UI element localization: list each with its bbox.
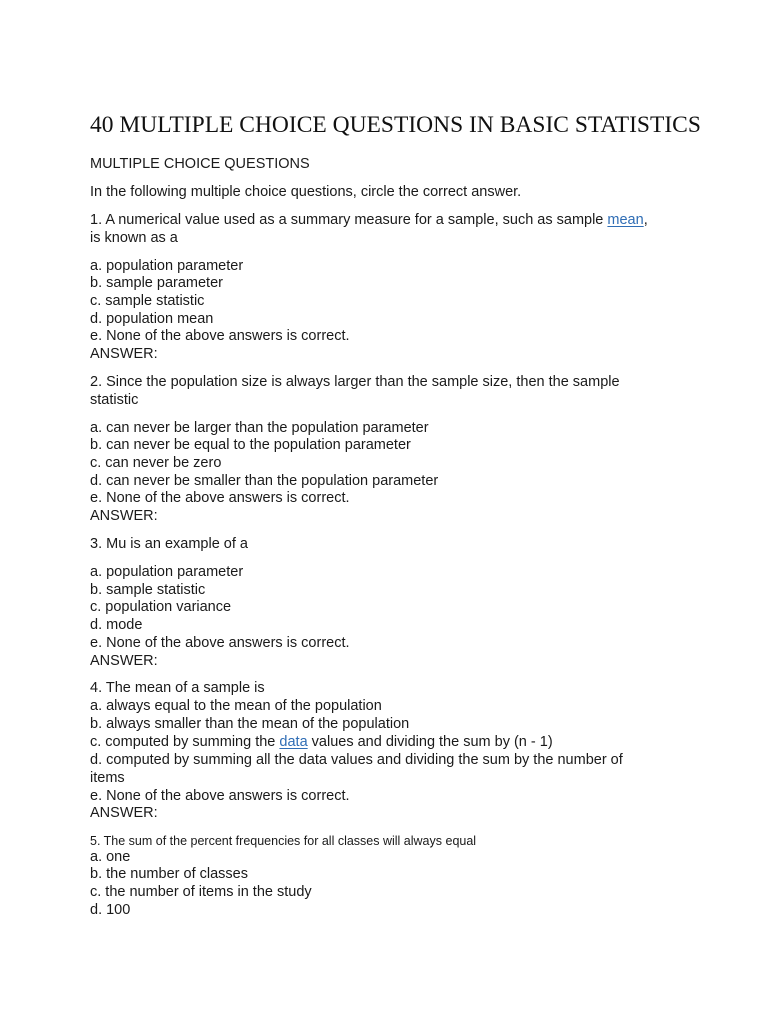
question-4-option-c (90, 734, 553, 752)
question-2-option-d: d. can never be smaller than the population parameter (90, 473, 439, 489)
mean-link[interactable]: mean (607, 212, 644, 228)
question-3-option-b: b. sample statistic (90, 582, 206, 598)
question-5-option-d: d. 100 (90, 902, 131, 918)
question-1-option-b: b. sample parameter (90, 275, 223, 291)
question-2-option-a: a. can never be larger than the population parameter (90, 420, 429, 436)
question-1-option-d: d. population mean (90, 311, 214, 327)
question-4-option-b: b. always smaller than the mean of the population (90, 716, 410, 732)
data-link[interactable]: data (279, 734, 308, 750)
question-3-option-e: e. None of the above answers is correct. (90, 635, 350, 651)
question-1-comma: , (643, 212, 648, 228)
question-1-option-e: e. None of the above answers is correct. (90, 328, 350, 344)
question-1-stem-line2: is known as a (90, 230, 178, 246)
question-3-answer: ANSWER: (90, 653, 158, 669)
question-1-answer: ANSWER: (90, 346, 158, 362)
question-1-option-a: a. population parameter (90, 258, 244, 274)
question-3-option-d: d. mode (90, 617, 143, 633)
question-5-option-c: c. the number of items in the study (90, 884, 312, 900)
question-2-stem: 2. Since the population size is always larger than the sample size, then the sample (90, 374, 620, 390)
question-2-option-b: b. can never be equal to the population parameter (90, 437, 411, 453)
question-3-option-a: a. population parameter (90, 564, 244, 580)
question-3-stem: 3. Mu is an example of a (90, 536, 248, 552)
question-5-option-b: b. the number of classes (90, 866, 248, 882)
question-1-stem (90, 212, 648, 230)
question-2-stem-line2: statistic (90, 392, 139, 408)
instructions: In the following multiple choice questions, circle the correct answer. (90, 184, 522, 200)
section-heading: MULTIPLE CHOICE QUESTIONS (90, 156, 310, 172)
question-4-stem: 4. The mean of a sample is (90, 680, 265, 696)
question-4-option-a: a. always equal to the mean of the population (90, 698, 382, 714)
option-c-text-post: values and dividing the sum by (n - 1) (307, 734, 553, 750)
question-2-answer: ANSWER: (90, 508, 158, 524)
question-1-option-c: c. sample statistic (90, 293, 205, 309)
document-title: 40 MULTIPLE CHOICE QUESTIONS IN BASIC STATISTICS (90, 112, 701, 138)
question-4-option-d-line2: items (90, 770, 125, 786)
option-c-text-pre: c. computed by summing the (90, 734, 280, 750)
question-4-answer: ANSWER: (90, 805, 158, 821)
question-4-option-d: d. computed by summing all the data values and dividing the sum by the number of (90, 752, 623, 768)
question-5-stem: 5. The sum of the percent frequencies for all classes will always equal (90, 834, 477, 848)
question-4-option-e: e. None of the above answers is correct. (90, 788, 350, 804)
question-3-option-c: c. population variance (90, 599, 232, 615)
question-2-option-e: e. None of the above answers is correct. (90, 490, 350, 506)
question-1-text: 1. A numerical value used as a summary measure for a sample, such as sample (90, 212, 608, 228)
question-2-option-c: c. can never be zero (90, 455, 222, 471)
question-5-option-a: a. one (90, 849, 131, 865)
